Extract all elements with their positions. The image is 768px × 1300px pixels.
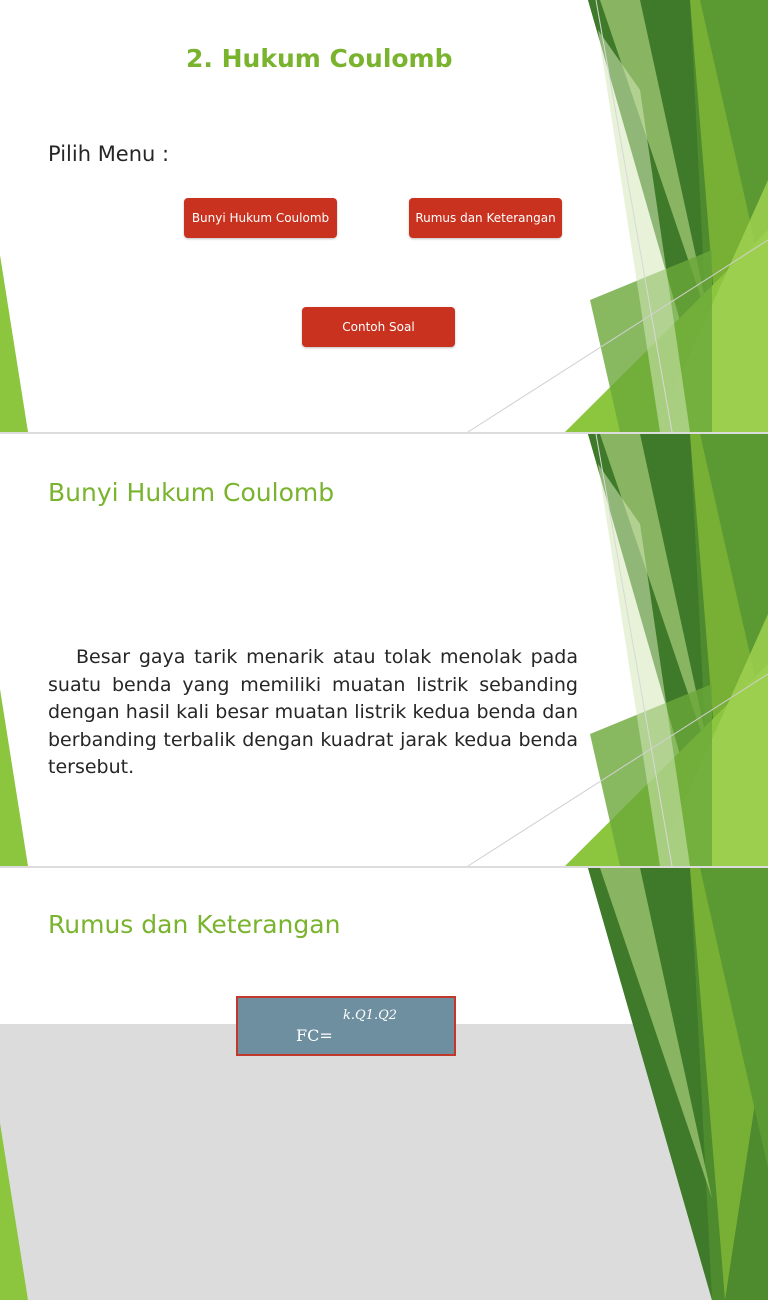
slide-bunyi-hukum <box>0 434 768 866</box>
page-title: 2. Hukum Coulomb <box>186 44 453 73</box>
rumus-keterangan-button[interactable]: Rumus dan Keterangan <box>409 198 562 238</box>
law-statement: Besar gaya tarik menarik atau tolak menolak pada suatu benda yang memiliki muatan listrik sebanding dengan hasil kali besar muatan listrik kedua benda dan berbanding terbalik dengan kuadrat jarak kedua benda tersebut. <box>48 646 578 778</box>
bunyi-hukum-button[interactable]: Bunyi Hukum Coulomb <box>184 198 337 238</box>
slide-rumus-keterangan <box>0 868 768 1045</box>
slide-title: Rumus dan Keterangan <box>48 910 341 939</box>
menu-label: Pilih Menu : <box>48 142 170 166</box>
formula-numerator: k.Q1.Q2 <box>343 1008 397 1023</box>
slide-title: Bunyi Hukum Coulomb <box>48 478 335 507</box>
contoh-soal-button[interactable]: Contoh Soal <box>302 307 455 347</box>
formula-box <box>236 996 456 1056</box>
formula-left: FC= <box>296 1026 333 1045</box>
slide-hukum-coulomb-menu <box>0 0 768 432</box>
